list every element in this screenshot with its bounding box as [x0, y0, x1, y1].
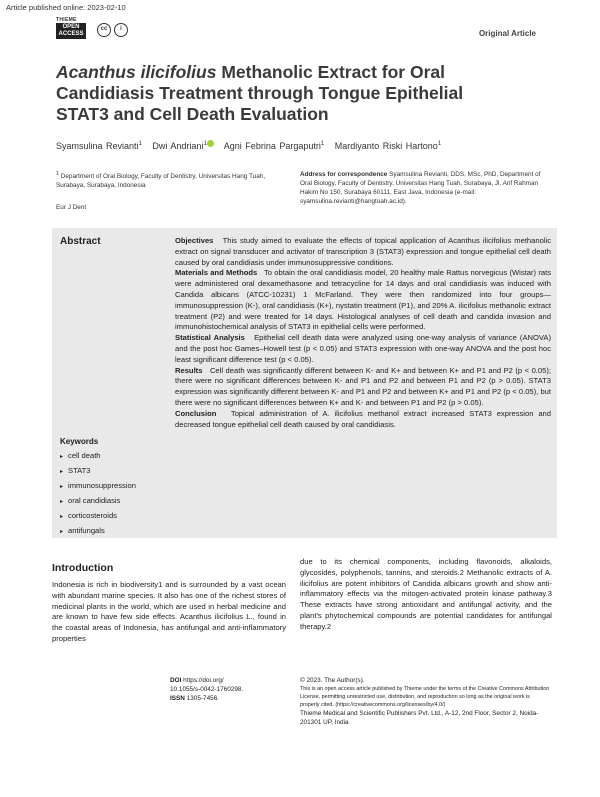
attribution-icon: i [114, 23, 128, 37]
keyword: ▸ antifungals [60, 524, 136, 539]
journal-abbreviation: Eur J Dent [56, 204, 87, 211]
copyright-block: © 2023. The Author(s). This is an open access article published by Thieme under the terms of the Creative Commons Attribution License, permitting unrestricted use, distribution, and reproduction so long as the original work is properly cited. (https://creativecommons.org/licenses/by/4.0/) Thieme Medical and Scientific Publishers Pvt. Ltd., A-12, 2nd Floor, Sector 2, Noida-201301 UP, India [300, 677, 550, 726]
author: Agni Febrina Pargaputri [223, 141, 321, 151]
article-type: Original Article [478, 29, 536, 38]
introduction-col2: due to its chemical components, including flavonoids, alkaloids, glycosides, polyphenols, tannins, and steroids.2 Methanolic extracts of A. ilicifolius are potent inhibitors of Candida albicans growth and show anti-inflammatory effects via the mitogen-activated protein kinase pathway.3 These extracts have strong antioxidant and antifungal activity, and the plant's phytochemical compounds are potential candidates for antifungal therapy.2 [300, 557, 552, 631]
keyword: ▸ STAT3 [60, 464, 136, 479]
author: Mardiyanto Riski Hartono [334, 141, 438, 151]
license-text: This is an open access article published by Thieme under the terms of the Creative Commons Attribution License, permitting unrestricted use, distribution, and reproduction so long as the original work is properly cited. (https://creativecommons.org/licenses/by/4.0/) [300, 686, 550, 708]
doi-link[interactable]: https://doi.org/ [183, 677, 224, 684]
keyword: ▸ corticosteroids [60, 509, 136, 524]
author: Dwi Andriani [152, 141, 204, 151]
keyword: ▸ immunosuppression [60, 479, 136, 494]
abstract-objectives: Objectives This study aimed to evaluate the effects of topical application of Acanthus ilicifolius methanolic extract on signal transducer and activator of transcription 3 (STAT3) expression and tongue epithelial cell death caused by oral candidiasis under immunosuppressive conditions. [175, 236, 551, 267]
introduction-heading: Introduction [52, 562, 114, 574]
orcid-icon[interactable] [207, 140, 214, 147]
keyword-list [60, 449, 136, 539]
abstract-methods: Materials and Methods To obtain the oral candidiasis model, 20 healthy male Rattus norvegicus (Wistar) rats were administered oral dexamethasone and tetracycline for 14 days and oral candidiasis was induced with Candida albicans (ATCC-10231) 1 McFarland. They were then randomized into four groups—immunosuppression (K-), oral candidiasis (K+), nystatin treatment (P1), and 20% A. ilicifolius methanolic extract treatment (P2) and were treated for 14 days. Histological analyses of cell death and candida invasion and immunohistochemical analysis of STAT3 in epithelial cells were performed. [175, 268, 551, 332]
creative-commons-icon: cc [97, 23, 111, 37]
thieme-open-access-logo: THIEME OPEN ACCESS [56, 17, 86, 39]
abstract-statistics: Statistical Analysis Epithelial cell death data were analyzed using one-way analysis of variance (ANOVA) and the post hoc Games–Howell test (p < 0.05) and STAT3 expression with one-way ANOVA and the post hoc least significant difference test (p < 0.05). [175, 333, 551, 364]
affiliation: $^1$ Department of Oral Biology, Faculty of Dentistry, Universitas Hang Tuah, Surabaya, Surabaya, Indonesia [56, 171, 266, 190]
abstract-results: Results Cell death was significantly different between K- and K+ and between K+ and P1 and P2 (p < 0.05); there were no significant differences between K- and P1 and P2 and between P1 and P2 (p > 0.05). STAT3 expression was significantly different between K- and P1 and P2 and between K+ and P1 and P2 (p < 0.05), but there were no significant differences between K+ and K- and between P1 and P2 (p > 0.05). [175, 365, 551, 407]
abstract-heading: Abstract [60, 236, 101, 247]
published-date: Article published online: 2023-02-10 [6, 3, 126, 12]
abstract-conclusion: Conclusion Topical administration of A. ilicifolius methanol extract increased STAT3 expression and decreased tongue epithelial cell death caused by oral candidiasis. [175, 408, 551, 429]
keyword: ▸ cell death [60, 449, 136, 464]
abstract-body [175, 236, 551, 430]
keyword: ▸ oral candidiasis [60, 494, 136, 509]
doi-block: DOI https://doi.org/ 10.1055/s-0042-1760298. ISSN 1305-7456. [170, 677, 244, 702]
author: Syamsulina Revianti [56, 141, 139, 151]
author-list: Syamsulina Revianti$^1$ Dwi Andriani$^1$ Agni Febrina Pargaputri$^1$ Mardiyanto Riski Hartono$^1$ [56, 141, 442, 151]
correspondence: Address for correspondence Syamsulina Revianti, DDS, MSc, PhD, Department of Oral Biology, Faculty of Dentistry, Universitas Hang Tuah, Surabaya, Jl. Arif Rahman Hakim No 150, Surabaya 60111, East Java, Indonesia (e-mail: syamsulina.revianti@hangtuah.ac.id). [300, 171, 541, 205]
introduction-col1: Indonesia is rich in biodiversity1 and is surrounded by a vast ocean with abundant marine species. It also has one of the richest stores of medicinal plants in the world, which are used in herbal medicine and are known to have few side effects. Acanthus ilicifolius L., found in the coastal areas of Indonesia, has antifungal and anti-inflammatory properties [52, 580, 286, 643]
article-title: Acanthus ilicifolius Methanolic Extract for Oral Candidiasis Treatment through Tongue Epithelial STAT3 and Cell Death Evaluation [56, 62, 464, 124]
keywords-heading: Keywords [60, 437, 99, 446]
